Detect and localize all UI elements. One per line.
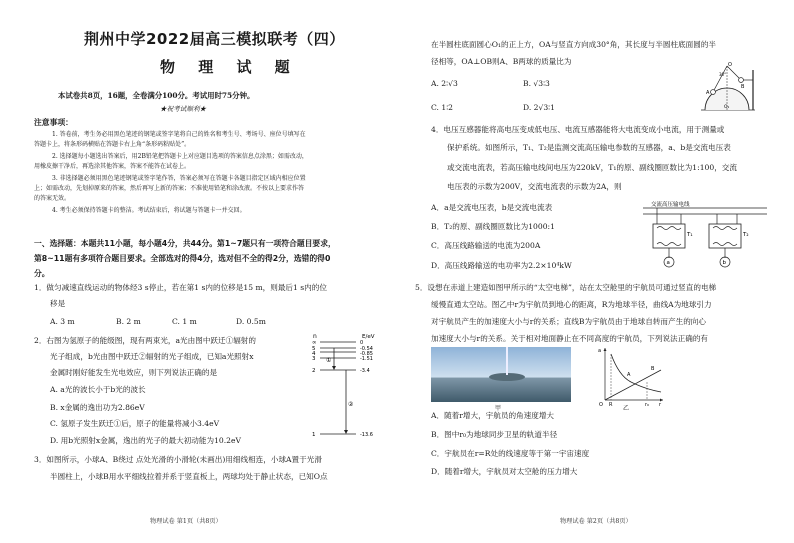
level-energy: -1.51 xyxy=(360,356,373,362)
energy-level-diagram xyxy=(308,330,386,445)
q3-stem: 半圆柱上，小球B用水平细线拉着并系于竖直板上，两球均处于静止状态，已知O点 xyxy=(50,472,328,481)
q3-option-b: B. √3∶3 xyxy=(523,79,550,88)
q5-stem: 5．设想在赤道上建造如图甲所示的“太空电梯”，站在太空舱里的宇航员可通过竖直的电梯 xyxy=(415,283,717,292)
good-luck-seal: ★祝考试顺利★ xyxy=(160,105,207,113)
q1-stem: 1．做匀减速直线运动的物体经3 s停止，若在第1 s内的位移是15 m，则最后1 s内的位 xyxy=(34,283,327,292)
q4-option-b: B．T₂的原、副线圈匝数比为1000:1 xyxy=(431,222,555,231)
q5-stem: 对宇航员产生的加速度大小与r的关系；直线B为宇航员由于地球自转而产生的向心 xyxy=(431,317,706,326)
q1-stem: 移是 xyxy=(50,299,66,308)
q3-option-a: A. 2∶√3 xyxy=(431,79,458,88)
note-line: 的答案无效。 xyxy=(34,195,71,202)
q1-option-a: A. 3 m xyxy=(50,317,75,326)
note-line: 上；如需改动，先划掉原来的答案，然后再写上新的答案；不准使用铅笔和涂改液。不按以上要求作答 xyxy=(34,185,305,192)
page-footer: 物理试卷 第1页（共8页） xyxy=(150,518,222,525)
origin-label: O xyxy=(599,402,603,408)
page-footer: 物理试卷 第2页（共8页） xyxy=(560,518,632,525)
exam-title: 荆州中学2022届高三模拟联考（四） xyxy=(84,30,345,48)
q2-option-d: D. 用b光照射x金属，逸出的光子的最大初动能为10.2eV xyxy=(50,436,241,445)
q4-stem: 保护系统。如图所示，T₁、T₂是监测交流高压输电参数的互感器，a、b是交流电压表 xyxy=(447,143,731,152)
right-page xyxy=(397,0,794,543)
r-earth-label: R xyxy=(609,402,613,408)
note-line: 1. 答卷前，考生务必用黑色笔迹的钢笔或签字笔将自己的姓名和考生号、考场号、座位号填写在 xyxy=(52,131,306,138)
diagram-e-header: E/eV xyxy=(362,334,375,340)
q4-transformer-figure xyxy=(635,200,773,270)
q4-option-a: A．a是交流电压表，b是交流电流表 xyxy=(431,203,553,212)
fig-jia-label: 甲 xyxy=(495,405,502,412)
transition-2-mark: ② xyxy=(348,401,354,408)
q2-stem: 2．右图为氢原子的能级图，现有两束光，a光由图中跃迁①辐射的 xyxy=(34,336,256,345)
axis-r-label: r xyxy=(659,402,662,408)
level-energy: -3.4 xyxy=(360,368,370,374)
level-n: ∞ xyxy=(312,340,317,346)
notes-heading: 注意事项： xyxy=(34,118,73,127)
section-heading: 一、选择题：本题共11小题，每小题4分，共44分。第1~7题只有一项符合题目要求， xyxy=(34,239,336,248)
level-energy: -0.85 xyxy=(360,351,373,357)
q2-option-b: B. x金属的逸出功为2.86eV xyxy=(50,403,145,412)
q5-option-b: B．图中r₀为地球同步卫星的轨道半径 xyxy=(431,430,558,439)
q4-stem: 电压表的示数为200V，交流电流表的示数为2A，则 xyxy=(447,182,622,191)
q5-stem: 缓慢直通太空站。图乙中r为宇航员到地心的距离，R为地球半径，曲线A为地球引力 xyxy=(431,300,712,309)
fig-label: O xyxy=(728,62,732,68)
line-b-label: B xyxy=(651,366,655,372)
exam-meta: 本试卷共8页，16题，全卷满分100分。考试用时75分钟。 xyxy=(58,91,255,100)
q5-stem: 加速度大小与r的关系。关于相对地面静止在不同高度的宇航员，下列说法正确的有 xyxy=(431,334,709,343)
q4-stem: 4．电压互感器能将高电压变成低电压、电流互感器能将大电流变成小电流，用于测量或 xyxy=(431,125,725,134)
q5-graph xyxy=(595,342,667,414)
q3-stem-cont: 在半圆柱底面圆心O₁的正上方，OA与竖直方向成30°角，其长度与半圆柱底面圆的半 xyxy=(431,40,717,49)
axis-a-label: a xyxy=(598,348,602,354)
q5-option-a: A．随着r增大，宇航员的角速度增大 xyxy=(431,411,555,420)
r0-label: r₀ xyxy=(645,402,650,408)
level-n: 2 xyxy=(312,368,316,374)
level-n: 4 xyxy=(312,351,316,357)
space-elevator-photo xyxy=(431,347,571,402)
q3-figure xyxy=(695,60,759,116)
q2-stem: 金属时刚好能发生光电效应，则下列说法正确的是 xyxy=(50,368,218,377)
q3-stem: 3．如图所示，小球A、B绕过 点处光滑的小滑轮(未画出)用细线相连，小球A置于光滑 xyxy=(34,455,322,464)
t1-label: T₁ xyxy=(687,232,693,238)
curve-a-label: A xyxy=(627,372,631,378)
note-line: 用橡皮擦干净后，再选涂其他答案，答案不能答在试卷上。 xyxy=(34,163,191,170)
q4-option-d: D．高压线路输送的电功率为2.2×10⁴kW xyxy=(431,261,572,270)
fig-yi-label: 乙 xyxy=(623,405,630,412)
q3-stem-cont: 径相等，OA⊥OB则A、B两球的质量比为 xyxy=(431,57,572,66)
q1-option-b: B. 2 m xyxy=(116,317,141,326)
q2-option-a: A. a光的波长小于b光的波长 xyxy=(50,385,146,394)
transition-1-mark: ① xyxy=(326,357,332,364)
q2-option-c: C. 氢原子发生跃迁①后，原子的能量将减小3.4eV xyxy=(50,419,220,428)
fig-label: 30° xyxy=(719,72,727,77)
q1-option-c: C. 1 m xyxy=(172,317,197,326)
note-line: 4. 考生必须保持答题卡的整洁。考试结束后，将试题与答题卡一并交回。 xyxy=(52,207,246,214)
fig-label: B xyxy=(741,84,745,90)
q3-option-c: C. 1∶2 xyxy=(431,103,454,112)
level-energy: -13.6 xyxy=(360,432,373,438)
q4-option-c: C．高压线路输送的电流为200A xyxy=(431,241,541,250)
fig-label: O₁ xyxy=(724,105,730,110)
note-line: 2. 选择题每小题选出答案后，用2B铅笔把答题卡上对应题目选项的答案信息点涂黑；如需改动， xyxy=(52,153,308,160)
q3-option-d: D. 2√3∶1 xyxy=(523,103,555,112)
q1-option-d: D. 0.5m xyxy=(236,317,266,326)
level-n: 3 xyxy=(312,356,316,362)
note-line: 答题卡上，将条形码横贴在答题卡右上角“条形码粘贴处”。 xyxy=(34,141,191,148)
fig-title: 交流高压输电线 xyxy=(651,202,690,208)
q5-option-c: C．宇航员在r=R处的线速度等于第一宇宙速度 xyxy=(431,449,590,458)
q5-option-d: D．随着r增大，宇航员对太空舱的压力增大 xyxy=(431,467,578,476)
meter-a-label: a xyxy=(666,260,670,266)
fig-label: A xyxy=(706,90,710,96)
exam-subtitle: 物 理 试 题 xyxy=(160,58,299,76)
level-energy: 0 xyxy=(360,340,364,346)
level-n: 1 xyxy=(312,432,316,438)
level-energy: -0.54 xyxy=(360,346,373,352)
section-heading: 第8~11题有多项符合题目要求。全部选对的得4分，选对但不全的得2分，选错的得0 xyxy=(34,254,331,263)
section-heading: 分。 xyxy=(34,269,50,278)
q2-stem: 光子组成，b光由图中跃迁②辐射的光子组成，已知a光照射x xyxy=(50,352,254,361)
diagram-n-header: n xyxy=(313,333,317,340)
elevator-cable xyxy=(506,347,508,375)
t2-label: T₂ xyxy=(743,232,749,238)
q4-stem: 或交流电流表，若高压输电线间电压为220kV，T₁的原、副线圈匝数比为1:100，交流 xyxy=(447,163,737,172)
level-n: 5 xyxy=(312,346,316,352)
note-line: 3. 非选择题必须用黑色笔迹钢笔或签字笔作答，答案必须写在答题卡各题目指定区域内相应位置 xyxy=(52,175,306,182)
meter-b-label: b xyxy=(722,260,726,266)
